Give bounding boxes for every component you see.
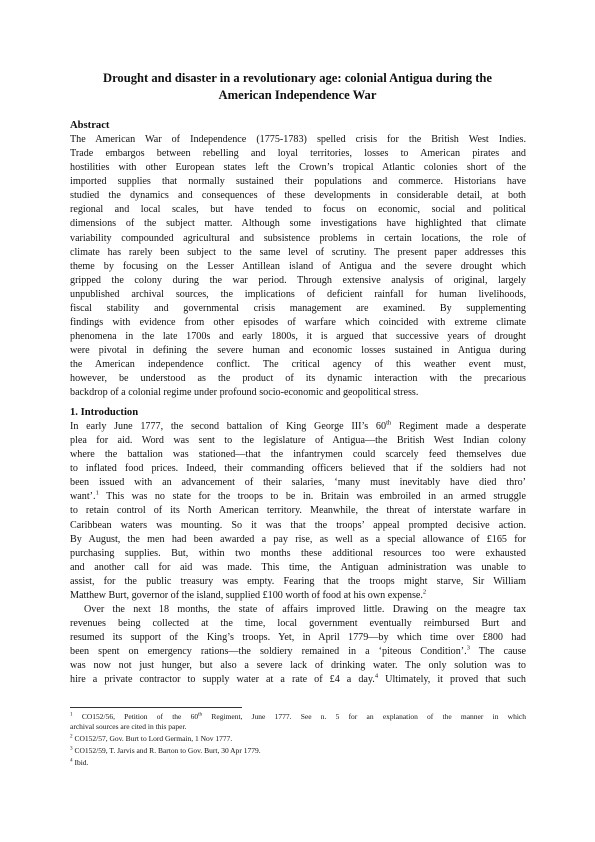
footnote-4 <box>70 758 526 768</box>
text-line: and another call for aid was made. This time, the Antiguan administration was unable to <box>70 561 526 573</box>
footnote-ref[interactable]: 1 <box>95 490 99 498</box>
text-line: been spent on emergency rations—the soldiery remained in a ‘piteous Condition’.$^3$ The cause <box>70 644 527 658</box>
text-line: plea for aid. Word was sent to the legislature of Antigua—the British West Indian colony <box>70 435 526 447</box>
footnote-3 <box>70 746 526 756</box>
paper-title <box>75 70 520 103</box>
footnote-ref[interactable]: 2 <box>422 588 427 596</box>
text-line: regional and local scales, but have tended to focus on economic, social and political <box>70 204 526 216</box>
footnote-line: $^3$ CO152/59, T. Jarvis and R. Barton to Gov. Burt, 30 Apr 1779. <box>70 745 261 755</box>
text-line: findings with evidence from other episodes of warfare which coincided with extreme climate <box>70 317 526 329</box>
footnote-ref[interactable]: 4 <box>374 673 379 681</box>
text-line: the American independence conflict. The critical agency of this weather event must, <box>70 359 526 371</box>
footnote-line: $^1$ CO152/56, Petition of the 60th Regiment, June 1777. See n. 5 for an explanation of the manner in which <box>70 711 526 721</box>
text-line: were pivotal in defining the severe human and economic losses sustained in Antigua during <box>70 345 526 357</box>
text-line: been issued with an advancement of their salaries, ‘many must inevitably have died thro’ <box>70 477 526 489</box>
footnote-2 <box>70 734 526 744</box>
text-line: Matthew Burt, governor of the island, supplied £100 worth of food at his own expense.$^2$ <box>70 588 427 601</box>
text-line: to retain control of its North American territory. Meanwhile, the threat of interstate warfare in <box>70 505 526 517</box>
text-line: By August, the men had been awarded a pay rise, as well as a special allowance of £165 for <box>70 533 526 545</box>
title-line: Drought and disaster in a revolutionary age: colonial Antigua during the <box>102 71 493 85</box>
footnote-line: $^4$ Ibid. <box>70 757 89 767</box>
text-line: want’.$^1$ This was no state for the troops to be in. Britain was embroiled in an armed struggle <box>70 490 526 503</box>
text-line: climate has rarely been subject to the same level of scrutiny. The present paper addresses this <box>70 246 526 258</box>
text-line: revenues being collected at the time, local government eventually reimbursed Burt and <box>70 618 526 630</box>
footnote-ref[interactable]: 3 <box>466 644 470 652</box>
text-line: fiscal stability and governmental crisis management are examined. By supplementing <box>70 302 526 314</box>
abstract-body <box>70 133 526 400</box>
text-line: Trade embargos between rebelling and loyal territories, losses to American pirates and <box>70 148 526 160</box>
text-line: variability compounded agricultural and subsistence problems in certain locations, the role of <box>70 232 526 244</box>
text-line: gripped the colony during the war period. Through extensive analysis of original, largely <box>70 274 526 286</box>
text-line: however, be understood as the product of its dynamic interaction with the precarious <box>70 373 526 385</box>
text-line: where the battalion was stationed—that the infantrymen could scarcely feed themselves due <box>70 449 526 461</box>
abstract-heading: Abstract <box>70 120 110 131</box>
text-line: imported supplies that normally sustained their populations and commerce. Historians have <box>70 176 526 188</box>
text-line: backdrop of a colonial regime under profound socio-economic and geopolitical stress. <box>70 387 419 399</box>
footnote-1 <box>70 712 526 732</box>
text-line: theme by focusing on the Lesser Antillean island of Antigua and the severe drought which <box>70 260 526 272</box>
intro-paragraph-1 <box>70 420 526 603</box>
text-line: Caribbean waters was mounting. So it was that the troops’ appeal prompted decisive action. <box>70 519 526 531</box>
text-line: In early June 1777, the second battalion of King George III’s 60th Regiment made a desperate <box>70 419 526 432</box>
text-line: purchasing supplies. But, within two months these additional resources too were exhausted <box>70 547 526 559</box>
text-line: resumed its support of the King’s troops. Yet, in April 1779—by which time over £800 had <box>70 632 526 644</box>
text-line: The American War of Independence (1775-1783) spelled crisis for the British West Indies. <box>70 134 526 145</box>
text-line: Over the next 18 months, the state of affairs improved little. Drawing on the meagre tax <box>84 604 526 615</box>
text-line: assist, for the public treasury was empty. Fearing that the troops might starve, Sir William <box>70 575 526 587</box>
introduction-heading: 1. Introduction <box>70 407 139 418</box>
footnote-line: $^2$ CO152/57, Gov. Burt to Lord Germain, 1 Nov 1777. <box>70 733 233 743</box>
intro-paragraph-2 <box>70 603 526 687</box>
text-line: hire a private contractor to supply water at a rate of £4 a day.$^4$ Ultimately, it proved that such <box>70 673 526 686</box>
text-line: studied the dynamics and consequences of these developments in considerable detail, at both <box>70 190 526 202</box>
text-line: to inflated food prices. Indeed, their commanding officers believed that if the soldiers had not <box>70 463 526 475</box>
text-line: phenomena in the late 1700s and early 1800s, it is argued that successive years of drought <box>70 331 526 343</box>
text-line: was now not just hunger, but also a severe lack of drinking water. The only solution was to <box>70 660 526 672</box>
footnote-line: archival sources are cited in this paper. <box>70 722 187 732</box>
text-line: dimensions of the subject matter. Although some investigations have highlighted that climate <box>70 218 526 230</box>
text-line: hostilities with other European states left the Crown’s tropical Atlantic colonies short of the <box>70 162 526 174</box>
footnote-separator <box>70 707 242 708</box>
text-line: unpublished archival sources, the implications of deficient rainfall for human livelihoods, <box>70 288 526 300</box>
title-line: American Independence War <box>218 87 377 102</box>
